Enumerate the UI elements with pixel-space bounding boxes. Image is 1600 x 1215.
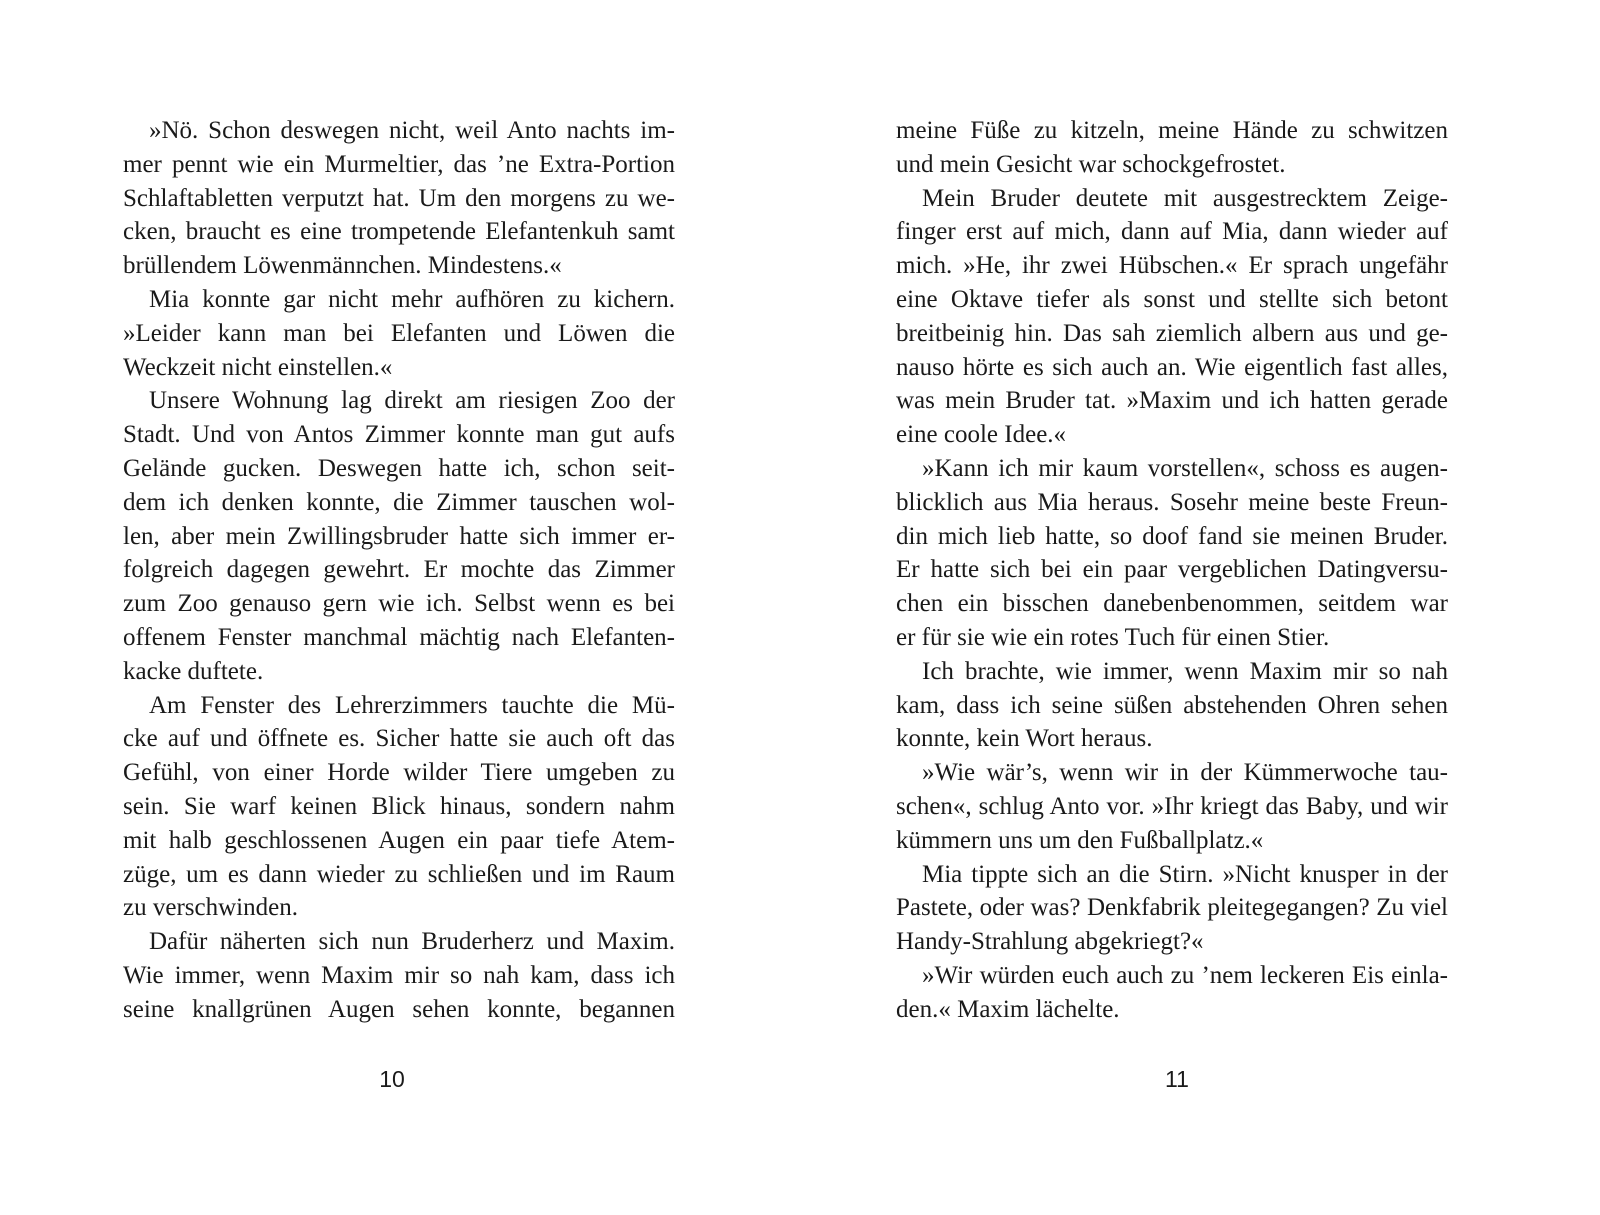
text-line: seine knallgrünen Augen sehen konnte, begannen xyxy=(123,995,675,1023)
text-line: zu verschwinden. xyxy=(123,894,298,922)
text-line: Ich brachte, wie immer, wenn Maxim mir so nah xyxy=(922,657,1448,685)
text-line: Unsere Wohnung lag direkt am riesigen Zoo der xyxy=(149,387,675,415)
text-line: blicklich aus Mia heraus. Sosehr meine beste Freun- xyxy=(896,488,1448,516)
text-line: züge, um es dann wieder zu schließen und im Raum xyxy=(123,860,675,888)
text-line: offenem Fenster manchmal mächtig nach Elefanten- xyxy=(123,623,675,651)
text-line: Er hatte sich bei ein paar vergeblichen Datingversu- xyxy=(896,556,1448,584)
text-line: was mein Bruder tat. »Maxim und ich hatten gerade xyxy=(896,387,1448,415)
text-line: brüllendem Löwenmännchen. Mindestens.« xyxy=(123,252,562,280)
text-line: folgreich dagegen gewehrt. Er mochte das Zimmer xyxy=(123,556,675,584)
text-line: schen«, schlug Anto vor. »Ihr kriegt das Baby, und wir xyxy=(896,792,1448,820)
text-line: nauso hörte es sich auch an. Wie eigentlich fast alles, xyxy=(896,353,1448,381)
text-line: kümmern uns um den Fußballplatz.« xyxy=(896,826,1264,854)
text-line: »Kann ich mir kaum vorstellen«, schoss es augen- xyxy=(922,454,1448,482)
text-line: eine coole Idee.« xyxy=(896,421,1067,449)
text-line: er für sie wie ein rotes Tuch für einen Stier. xyxy=(896,623,1330,651)
page-number-left: 10 xyxy=(379,1066,405,1092)
text-line: meine Füße zu kitzeln, meine Hände zu schwitzen xyxy=(896,117,1448,144)
text-line: sein. Sie warf keinen Blick hinaus, sondern nahm xyxy=(123,792,675,820)
text-line: »Wir würden euch auch zu ’nem leckeren Eis einla- xyxy=(922,961,1448,989)
text-line: finger erst auf mich, dann auf Mia, dann wieder auf xyxy=(896,218,1448,246)
text-line: »Wie wär’s, wenn wir in der Kümmerwoche tau- xyxy=(922,759,1448,787)
text-line: Stadt. Und von Antos Zimmer konnte man gut aufs xyxy=(123,421,675,449)
text-line: »Nö. Schon deswegen nicht, weil Anto nachts im- xyxy=(149,117,675,144)
text-line: und mein Gesicht war schockgefrostet. xyxy=(896,150,1286,178)
text-line: len, aber mein Zwillingsbruder hatte sich immer er- xyxy=(123,522,675,550)
text-line: Pastete, oder was? Denkfabrik pleitegegangen? Zu viel xyxy=(896,894,1448,922)
text-line: eine Oktave tiefer als sonst und stellte sich betont xyxy=(896,285,1448,313)
text-line: mit halb geschlossenen Augen ein paar tiefe Atem- xyxy=(123,826,675,854)
left-page-text xyxy=(123,114,675,1027)
text-line: kam, dass ich seine süßen abstehenden Ohren sehen xyxy=(896,691,1448,719)
right-page-text xyxy=(896,114,1448,1027)
text-line: dem ich denken konnte, die Zimmer tauschen wol- xyxy=(123,488,675,516)
text-line: Gelände gucken. Deswegen hatte ich, schon seit- xyxy=(123,454,675,482)
text-line: mich. »He, ihr zwei Hübschen.« Er sprach ungefähr xyxy=(896,252,1448,280)
text-line: Weckzeit nicht einstellen.« xyxy=(123,353,393,381)
text-line: »Leider kann man bei Elefanten und Löwen die xyxy=(123,319,675,347)
text-line: zum Zoo genauso gern wie ich. Selbst wenn es bei xyxy=(123,590,675,618)
text-line: breitbeinig hin. Das sah ziemlich albern aus und ge- xyxy=(896,319,1448,347)
text-line: Wie immer, wenn Maxim mir so nah kam, dass ich xyxy=(123,961,675,989)
text-line: Am Fenster des Lehrerzimmers tauchte die Mü- xyxy=(149,691,675,719)
text-line: cke auf und öffnete es. Sicher hatte sie auch oft das xyxy=(123,725,675,753)
text-line: Gefühl, von einer Horde wilder Tiere umgeben zu xyxy=(123,759,675,787)
right-page xyxy=(800,0,1600,1215)
text-line: Mia konnte gar nicht mehr aufhören zu kichern. xyxy=(149,285,675,313)
text-line: kacke duftete. xyxy=(123,657,264,685)
text-line: Dafür näherten sich nun Bruderherz und Maxim. xyxy=(149,928,675,956)
text-line: chen ein bisschen danebenbenommen, seitdem war xyxy=(896,590,1448,618)
text-line: konnte, kein Wort heraus. xyxy=(896,725,1153,753)
text-line: Mein Bruder deutete mit ausgestrecktem Zeige- xyxy=(922,184,1448,212)
text-line: Handy-Strahlung abgekriegt?« xyxy=(896,928,1204,956)
text-line: din mich lieb hatte, so doof fand sie meinen Bruder. xyxy=(896,522,1448,550)
text-line: Schlaftabletten verputzt hat. Um den morgens zu we- xyxy=(123,184,675,212)
text-line: mer pennt wie ein Murmeltier, das ’ne Extra-Portion xyxy=(123,150,675,178)
text-line: cken, braucht es eine trompetende Elefantenkuh samt xyxy=(123,218,675,246)
page-number-right: 11 xyxy=(1165,1066,1189,1092)
text-line: den.« Maxim lächelte. xyxy=(896,995,1120,1023)
text-line: Mia tippte sich an die Stirn. »Nicht knusper in der xyxy=(922,860,1448,888)
